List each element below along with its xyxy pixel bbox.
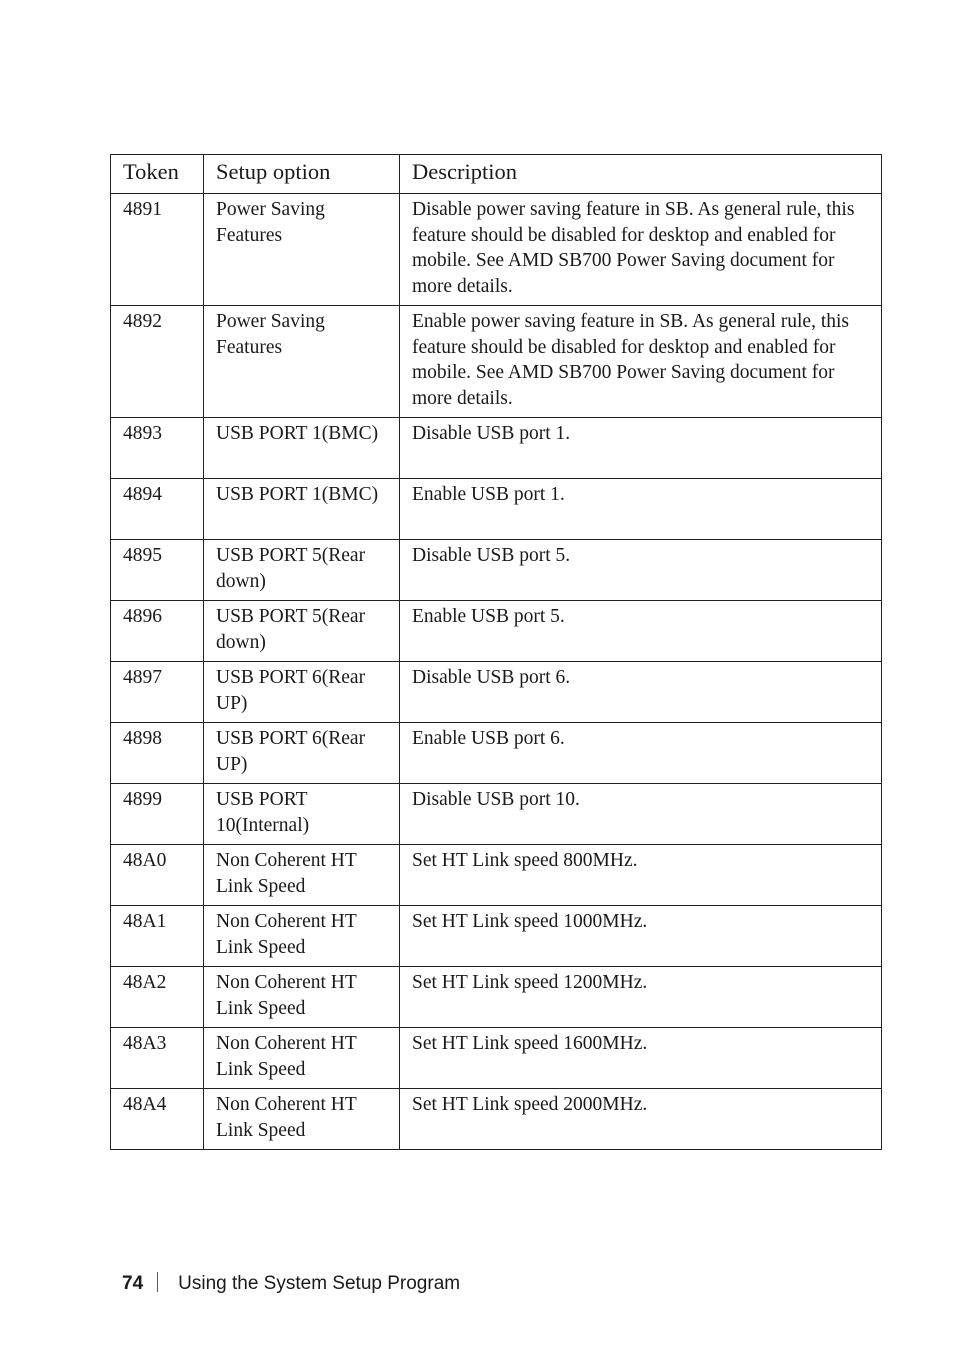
table-row: [111, 418, 882, 479]
option-cell: USB PORT 6(Rear UP): [204, 723, 400, 784]
description-cell: Enable USB port 1.: [400, 479, 882, 540]
table-row: [111, 479, 882, 540]
table-row: [111, 1028, 882, 1089]
token-cell: 4898: [111, 723, 204, 784]
table-row: [111, 845, 882, 906]
option-cell: Power Saving Features: [204, 194, 400, 306]
table-row: [111, 723, 882, 784]
description-cell: Set HT Link speed 1600MHz.: [400, 1028, 882, 1089]
description-cell: Enable USB port 5.: [400, 601, 882, 662]
description-cell: Disable USB port 10.: [400, 784, 882, 845]
option-cell: USB PORT 1(BMC): [204, 418, 400, 479]
table-row: [111, 662, 882, 723]
table-row: [111, 194, 882, 306]
table-row: [111, 906, 882, 967]
section-title: Using the System Setup Program: [178, 1273, 461, 1294]
token-cell: 48A3: [111, 1028, 204, 1089]
token-cell: 4892: [111, 306, 204, 418]
page-footer: [122, 1272, 460, 1295]
table-row: [111, 540, 882, 601]
description-cell: Set HT Link speed 800MHz.: [400, 845, 882, 906]
option-cell: Power Saving Features: [204, 306, 400, 418]
token-cell: 48A2: [111, 967, 204, 1028]
token-cell: 4895: [111, 540, 204, 601]
token-table: [110, 154, 882, 1150]
table-row: [111, 1089, 882, 1150]
table-row: [111, 784, 882, 845]
description-cell: Disable USB port 5.: [400, 540, 882, 601]
table-row: [111, 967, 882, 1028]
header-setup-option: Setup option: [204, 155, 400, 194]
token-cell: 4891: [111, 194, 204, 306]
table-header-row: [111, 155, 882, 194]
token-cell: 48A0: [111, 845, 204, 906]
token-cell: 4899: [111, 784, 204, 845]
token-cell: 4897: [111, 662, 204, 723]
description-cell: Disable USB port 6.: [400, 662, 882, 723]
header-description: Description: [400, 155, 882, 194]
description-cell: Disable USB port 1.: [400, 418, 882, 479]
option-cell: Non Coherent HT Link Speed: [204, 1028, 400, 1089]
page-number: 74: [122, 1273, 144, 1294]
token-cell: 48A1: [111, 906, 204, 967]
description-cell: Enable power saving feature in SB. As general rule, this feature should be disabled for desktop and enabled for mobile. See AMD SB700 Power Saving document for more details.: [400, 306, 882, 418]
option-cell: Non Coherent HT Link Speed: [204, 906, 400, 967]
token-cell: 48A4: [111, 1089, 204, 1150]
token-cell: 4894: [111, 479, 204, 540]
footer-divider: [157, 1272, 158, 1292]
option-cell: USB PORT 5(Rear down): [204, 601, 400, 662]
option-cell: USB PORT 1(BMC): [204, 479, 400, 540]
option-cell: USB PORT 5(Rear down): [204, 540, 400, 601]
option-cell: Non Coherent HT Link Speed: [204, 845, 400, 906]
description-cell: Disable power saving feature in SB. As general rule, this feature should be disabled for desktop and enabled for mobile. See AMD SB700 Power Saving document for more details.: [400, 194, 882, 306]
option-cell: USB PORT 6(Rear UP): [204, 662, 400, 723]
option-cell: USB PORT 10(Internal): [204, 784, 400, 845]
option-cell: Non Coherent HT Link Speed: [204, 967, 400, 1028]
description-cell: Set HT Link speed 1200MHz.: [400, 967, 882, 1028]
description-cell: Set HT Link speed 2000MHz.: [400, 1089, 882, 1150]
table-row: [111, 601, 882, 662]
token-cell: 4893: [111, 418, 204, 479]
table-row: [111, 306, 882, 418]
header-token: Token: [111, 155, 204, 194]
description-cell: Enable USB port 6.: [400, 723, 882, 784]
option-cell: Non Coherent HT Link Speed: [204, 1089, 400, 1150]
description-cell: Set HT Link speed 1000MHz.: [400, 906, 882, 967]
token-cell: 4896: [111, 601, 204, 662]
